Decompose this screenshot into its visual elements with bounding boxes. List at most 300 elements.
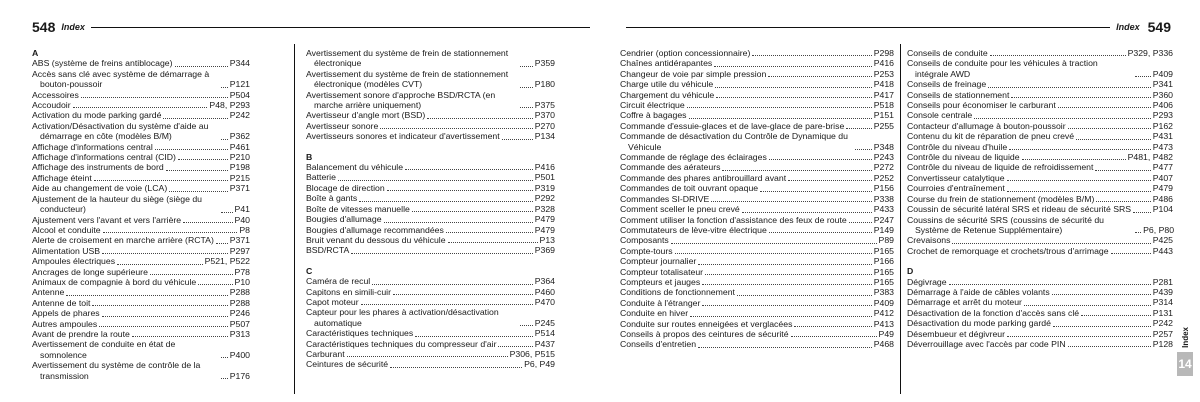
index-letter-heading: A (32, 48, 39, 58)
index-entry (620, 194, 894, 204)
page-reference: P479 (534, 224, 555, 235)
index-entry (620, 48, 894, 58)
dot-leader (711, 201, 871, 202)
dot-leader (94, 180, 228, 181)
index-entry (32, 142, 250, 152)
header-rule (626, 27, 1110, 28)
index-term: Boîte à gants (306, 193, 358, 204)
index-term: Avertissement du système de frein de stationnement électronique (modèles CVT) (306, 68, 509, 90)
index-entry (306, 328, 555, 338)
index-entry (620, 58, 894, 68)
index-entry (32, 256, 250, 266)
index-column (620, 48, 894, 350)
dot-leader (1135, 76, 1151, 77)
dot-leader (698, 264, 871, 265)
page-reference: P400 (229, 349, 250, 360)
page-reference: P245 (534, 317, 555, 328)
page-reference: P6, P49 (524, 359, 555, 370)
index-term: Antenne (32, 287, 65, 298)
index-term: Chaînes antidérapantes (620, 58, 713, 69)
index-term: Boîte de vitesses manuelle (306, 203, 410, 214)
dot-leader (372, 284, 532, 285)
dot-leader (169, 191, 227, 192)
page-reference: P344 (229, 58, 250, 69)
dot-leader (221, 87, 228, 88)
index-term: Commande des aérateurs (620, 162, 721, 173)
index-term: Carburant (306, 348, 345, 359)
column-divider (294, 44, 295, 394)
index-entry (306, 90, 555, 111)
dot-leader (405, 169, 533, 170)
page-reference: P413 (873, 318, 894, 329)
index-entry (32, 183, 250, 193)
page-reference: P470 (534, 296, 555, 307)
page-reference: P156 (873, 183, 894, 194)
page-reference: P360 (1152, 89, 1173, 100)
index-entry (306, 162, 555, 172)
index-term: Blocage de direction (306, 182, 385, 193)
dot-leader (393, 294, 533, 295)
index-letter-heading: B (306, 151, 313, 162)
index-term: Avertissement de conduite en état de somnolence (32, 339, 176, 360)
dot-leader (1133, 212, 1151, 213)
index-term: Commandes SI-DRIVE (620, 193, 710, 204)
page-reference: P40 (234, 214, 250, 225)
page-reference: P407 (1152, 172, 1173, 183)
index-letter-heading: D (907, 266, 914, 277)
dot-leader (702, 305, 871, 306)
dot-leader (769, 159, 872, 160)
dot-leader (849, 222, 872, 223)
page-reference: P8 (239, 224, 250, 235)
dot-leader (1068, 346, 1151, 347)
page-reference: P409 (1152, 68, 1173, 79)
dot-leader (949, 284, 1151, 285)
page-reference: P328 (534, 203, 555, 214)
index-entry (306, 235, 555, 245)
index-term: Ampoules électriques (32, 256, 116, 267)
dot-leader (361, 304, 533, 305)
index-term: Accès sans clé avec système de démarrage à bouton-poussoir (32, 68, 210, 90)
page-reference: P198 (229, 162, 250, 173)
dot-leader (221, 139, 228, 140)
page-reference: P10 (234, 276, 250, 287)
index-entry (32, 287, 250, 297)
page-reference: P479 (1152, 183, 1173, 194)
index-entry (907, 110, 1173, 120)
dot-leader (675, 253, 872, 254)
dot-leader (221, 212, 233, 213)
page-reference: P504 (229, 89, 250, 100)
index-term: Commande d'essuie-glaces et de lave-glace de pare-brise (620, 120, 845, 131)
page-reference: P210 (229, 152, 250, 163)
dot-leader (722, 170, 871, 171)
page-reference: P281 (1152, 276, 1173, 287)
index-term: Déverrouillage avec l'accès par code PIN (907, 338, 1066, 349)
index-entry (620, 235, 894, 245)
dot-leader (81, 97, 228, 98)
page-reference: P473 (1152, 141, 1173, 152)
page-reference: P242 (229, 110, 250, 121)
page-reference: P412 (873, 308, 894, 319)
page-reference: P468 (873, 339, 894, 350)
index-entry (306, 110, 555, 120)
dot-leader (791, 336, 877, 337)
index-entry (306, 349, 555, 359)
index-term: Ancrages de longe supérieure (32, 266, 148, 277)
page-reference: P319 (534, 182, 555, 193)
dot-leader (347, 356, 508, 357)
page-reference: P370 (534, 110, 555, 121)
index-term: Bruit venant du dessous du véhicule (306, 234, 446, 245)
dot-leader (702, 284, 872, 285)
index-entry (907, 79, 1173, 89)
index-term: Avertissement du système de contrôle de la transmission (32, 360, 201, 381)
index-entry (32, 152, 250, 162)
index-term: Contenu du kit de réparation de pneu crevé (907, 131, 1075, 142)
page-reference: P6, P80 (1143, 224, 1175, 235)
index-entry (306, 183, 555, 193)
index-entry (620, 319, 894, 329)
dot-leader (705, 274, 872, 275)
index-term: Affichage éteint (32, 172, 92, 183)
index-entry (907, 235, 1173, 245)
dot-leader (794, 326, 871, 327)
index-term: Caméra de recul (306, 276, 371, 287)
page-reference: P477 (1152, 162, 1173, 173)
index-term: ABS (système de freins antiblocage) (32, 58, 173, 69)
index-entry (907, 152, 1173, 162)
dot-leader (769, 232, 872, 233)
index-entry (620, 339, 894, 349)
page-reference: P433 (873, 204, 894, 215)
index-term: Compteurs et jauges (620, 276, 701, 287)
index-term: Animaux de compagnie à bord du véhicule (32, 276, 197, 287)
index-entry (32, 329, 250, 339)
dot-leader (183, 222, 232, 223)
index-term: Compteur totalisateur (620, 266, 704, 277)
index-term: Accoudoir (32, 100, 71, 111)
index-term: Dégivrage (907, 276, 947, 287)
dot-leader (742, 212, 872, 213)
dot-leader (166, 170, 228, 171)
dot-leader (846, 128, 871, 129)
page-reference: P215 (229, 172, 250, 183)
index-entry (32, 225, 250, 235)
page-number: 549 (1147, 19, 1171, 35)
dot-leader (671, 243, 877, 244)
index-entry (620, 110, 894, 120)
index-entry (620, 277, 894, 287)
page-reference: P521, P522 (204, 256, 250, 267)
dot-leader (690, 316, 872, 317)
index-term: Conseils d'entretien (620, 339, 697, 350)
page-reference: P288 (229, 287, 250, 298)
dot-leader (687, 107, 872, 108)
index-entry (32, 246, 250, 256)
page-reference: P166 (873, 256, 894, 267)
dot-leader (380, 128, 532, 129)
page-reference: P246 (229, 308, 250, 319)
dot-leader (698, 347, 872, 348)
page-reference: P306, P515 (509, 348, 555, 359)
index-term: Activation/Désactivation du système d'aide au démarrage en côte (modèles B/M) (32, 120, 209, 142)
index-term: Conduite en hiver (620, 308, 689, 319)
page-reference: P257 (1152, 328, 1173, 339)
index-term: Compteur journalier (620, 256, 697, 267)
dot-leader (752, 55, 871, 56)
index-entry (620, 256, 894, 266)
index-term: Crochet de remorquage et crochets/trous d'arrimage (907, 245, 1109, 256)
index-term: Avertissement sonore d'approche BSD/RCTA (en marche arrière uniquement) (306, 89, 496, 111)
chapter-number-badge: 14 (1177, 352, 1193, 376)
page-reference: P247 (873, 214, 894, 225)
index-term: Convertisseur catalytique (907, 172, 1005, 183)
page-reference: P165 (873, 276, 894, 287)
right-page-header (620, 20, 1171, 34)
index-term: Charge utile du véhicule (620, 79, 714, 90)
index-term: Ceintures de sécurité (306, 359, 389, 370)
dot-leader (351, 253, 532, 254)
index-entry (32, 90, 250, 100)
index-entry (32, 162, 250, 172)
page-reference: P416 (873, 58, 894, 69)
index-entry (306, 48, 555, 69)
page-reference: P49 (878, 328, 894, 339)
index-entry (907, 162, 1173, 172)
index-entry (32, 194, 250, 215)
index-entry (306, 245, 555, 255)
index-entry (306, 172, 555, 182)
index-entry (306, 131, 555, 141)
index-term: Activation du mode parking gardé (32, 110, 162, 121)
dot-leader (1058, 107, 1151, 108)
dot-leader (990, 55, 1126, 56)
index-entry (620, 246, 894, 256)
page-reference: P439 (1152, 286, 1173, 297)
page-reference: P507 (229, 318, 250, 329)
dot-leader (1111, 253, 1151, 254)
dot-leader (520, 87, 533, 88)
index-term: Bougies d'allumage recommandées (306, 224, 444, 235)
index-term: Caractéristiques techniques du compresseur d'air (306, 338, 497, 349)
index-term: Commande des phares antibrouillard avant (620, 172, 787, 183)
page-reference: P479 (534, 214, 555, 225)
page-reference: P431 (1152, 131, 1173, 142)
index-term: Alimentation USB (32, 245, 101, 256)
page-reference: P369 (534, 245, 555, 256)
index-entry (907, 287, 1173, 297)
index-entry (620, 79, 894, 89)
index-term: Avertissement du système de frein de stationnement électronique (306, 48, 509, 69)
page-reference: P338 (873, 193, 894, 204)
page-reference: P461 (229, 141, 250, 152)
index-term: Conseils de stationnement (907, 89, 1010, 100)
dot-leader (714, 66, 871, 67)
index-term: Conseils de conduite (907, 48, 988, 58)
dot-leader (412, 211, 533, 212)
index-term: Capitons en simili-cuir (306, 286, 391, 297)
section-title: Index (1116, 22, 1140, 32)
index-entry (620, 298, 894, 308)
index-entry (620, 225, 894, 235)
page-reference: P359 (534, 58, 555, 69)
index-entry (907, 329, 1173, 339)
page-reference: P375 (534, 100, 555, 111)
index-entry (306, 307, 555, 328)
page-reference: P104 (1152, 204, 1173, 215)
index-term: Alerte de croisement en marche arrière (RCTA) (32, 235, 214, 246)
dot-leader (390, 367, 522, 368)
index-term: Avertisseurs sonores et indicateur d'avertissement (306, 131, 500, 142)
index-term: Aide au changement de voie (LCA) (32, 183, 168, 194)
index-entry (620, 173, 894, 183)
page-reference: P134 (534, 131, 555, 142)
dot-leader (427, 118, 532, 119)
page-reference: P121 (229, 79, 250, 90)
index-entry (32, 215, 250, 225)
dot-leader (73, 107, 208, 108)
page-reference: P364 (534, 276, 555, 287)
dot-leader (117, 264, 203, 265)
page-reference: P149 (873, 224, 894, 235)
index-term: Conseils pour économiser le carburant (907, 100, 1056, 111)
index-term: Comment sceller le pneu crevé (620, 204, 740, 215)
index-term: Avertisseur d'angle mort (BSD) (306, 110, 426, 121)
page-reference: P362 (229, 131, 250, 142)
dot-leader (760, 191, 872, 192)
header-rule (91, 27, 590, 28)
page-reference: P89 (878, 235, 894, 246)
page-reference: P409 (873, 297, 894, 308)
index-term: Composants (620, 235, 669, 246)
index-term: Conditions de fonctionnement (620, 287, 735, 298)
index-term: Ajustement vers l'avant et vers l'arrière (32, 214, 182, 225)
section-title: Index (61, 22, 85, 32)
page-reference: P151 (873, 110, 894, 121)
index-term: Comment utiliser la fonction d'assistance des feux de route (620, 214, 847, 225)
dot-leader (1007, 180, 1151, 181)
index-entry (907, 215, 1173, 236)
index-term: Course du frein de stationnement (modèles B/M) (907, 193, 1095, 204)
index-term: Ajustement de la hauteur du siège (siège du conducteur) (32, 193, 203, 215)
index-entry (907, 194, 1173, 204)
dot-leader (502, 139, 533, 140)
index-entry (907, 142, 1173, 152)
dot-leader (952, 243, 1150, 244)
index-entry (32, 360, 250, 381)
index-letter-heading: C (306, 265, 313, 276)
dot-leader (221, 378, 228, 379)
index-term: Conduite à l'étranger (620, 297, 701, 308)
index-entry (306, 276, 555, 286)
index-entry (32, 121, 250, 142)
dot-leader (1053, 326, 1151, 327)
index-entry (907, 339, 1173, 349)
index-entry (620, 287, 894, 297)
index-entry (32, 298, 250, 308)
index-entry (620, 90, 894, 100)
index-column (907, 48, 1173, 349)
page-reference: P162 (1152, 120, 1173, 131)
page-reference: P329, P336 (1127, 48, 1173, 58)
dot-leader (1096, 201, 1150, 202)
dot-leader (216, 243, 228, 244)
index-term: Courroies d'entraînement (907, 183, 1005, 194)
dot-leader (102, 253, 228, 254)
index-term: Désembueur et dégivreur (907, 328, 1006, 339)
page-reference: P298 (873, 48, 894, 58)
dot-leader (520, 107, 533, 108)
page-reference: P180 (534, 79, 555, 90)
index-term: BSD/RCTA (306, 245, 350, 256)
index-term: Démarrage et arrêt du moteur (907, 297, 1022, 308)
page-reference: P128 (1152, 338, 1173, 349)
page-reference: P252 (873, 172, 894, 183)
index-entry (907, 318, 1173, 328)
index-term: Désactivation du mode parking gardé (907, 318, 1051, 329)
page-reference: P272 (873, 162, 894, 173)
dot-leader (92, 305, 227, 306)
dot-leader (1011, 97, 1150, 98)
index-term: Démarrage à l'aide de câbles volants (907, 286, 1050, 297)
index-term: Contacteur d'allumage à bouton-poussoir (907, 120, 1066, 131)
index-term: Antenne de toit (32, 297, 91, 308)
page-reference: P13 (539, 234, 555, 245)
index-term: Conseils de freinage (907, 79, 987, 90)
page-reference: P418 (873, 79, 894, 90)
index-entry (620, 162, 894, 172)
section-spacer (306, 256, 555, 266)
index-entry (620, 215, 894, 225)
index-entry (306, 214, 555, 224)
index-term: Capot moteur (306, 296, 359, 307)
dot-leader (163, 118, 227, 119)
dot-leader (384, 222, 533, 223)
index-entry (32, 58, 250, 68)
page-reference: P242 (1152, 318, 1173, 329)
dot-leader (221, 357, 228, 358)
section-spacer (907, 256, 1173, 266)
index-entry (32, 235, 250, 245)
index-entry (306, 204, 555, 214)
index-entry (620, 267, 894, 277)
dot-leader (716, 97, 872, 98)
page-reference: P78 (234, 266, 250, 277)
index-entry (306, 297, 555, 307)
index-term: Cendrier (option concessionnaire) (620, 48, 751, 58)
index-term: Conduite sur routes enneigées et verglacées (620, 318, 793, 329)
index-term: Autres ampoules (32, 318, 98, 329)
index-entry (907, 173, 1173, 183)
index-term: Commandes de toit ouvrant opaque (620, 183, 759, 194)
dot-leader (1068, 128, 1151, 129)
dot-leader (1076, 139, 1151, 140)
index-column (306, 48, 555, 370)
page-number: 548 (32, 19, 56, 35)
dot-leader (446, 232, 533, 233)
index-term: Avant de prendre la route (32, 328, 130, 339)
index-entry (907, 204, 1173, 214)
index-term: Commande de désactivation du Contrôle de Dynamique du Véhicule (620, 131, 848, 152)
index-term: Balancement du véhicule (306, 162, 404, 173)
page-reference: P255 (873, 120, 894, 131)
dot-leader (498, 346, 532, 347)
index-term: Alcool et conduite (32, 224, 101, 235)
page-reference: P314 (1152, 297, 1173, 308)
index-entry (306, 359, 555, 369)
index-column (32, 48, 250, 381)
